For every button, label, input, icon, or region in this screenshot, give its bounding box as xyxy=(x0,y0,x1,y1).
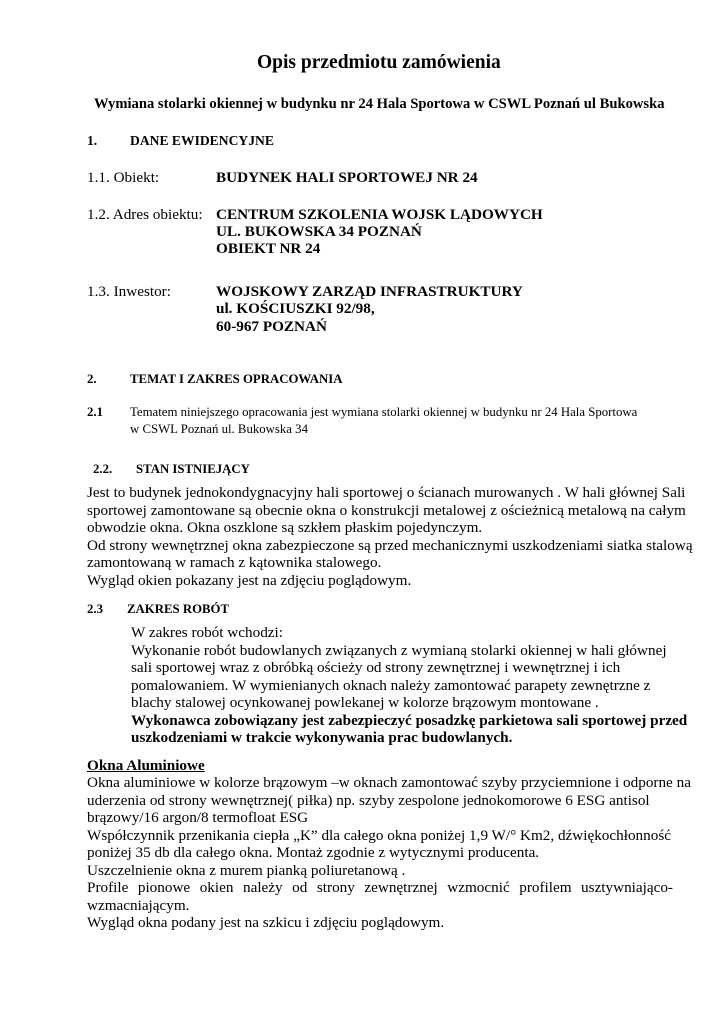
paragraph-line: uderzenia od strony wewnętrznej( piłka) np. szyby zespolone jednokomorowe 6 ESG antisol xyxy=(87,791,650,809)
paragraph-line: Uszczelnienie okna z murem pianką poliuretanową . xyxy=(87,861,406,879)
page-title: Opis przedmiotu zamówienia xyxy=(257,52,501,73)
section-2-heading: TEMAT I ZAKRES OPRACOWANIA xyxy=(130,372,343,386)
paragraph-line: Wygląd okna podany jest na szkicu i zdjęciu poglądowym. xyxy=(87,914,445,931)
paragraph-line-justified: Profile pionowe okien należy od strony zewnętrznej wzmocnić profilem usztywniająco- xyxy=(87,879,673,896)
paragraph-line: Okna aluminiowe w kolorze brązowym –w oknach zamontować szyby przyciemnione i odporne na xyxy=(87,774,691,791)
paragraph-line: Współczynnik przenikania ciepła „K” dla całego okna poniżej 1,9 W/° Km2, dźwiękochłonność xyxy=(87,826,671,844)
paragraph-line-bold: uszkodzeniami w trakcie wykonywania prac budowlanych. xyxy=(131,729,513,746)
paragraph-line: sportowej zamontowane są obecnie okna o konstrukcji metalowej z ościeżnicą metalową na całym xyxy=(87,501,686,519)
paragraph-line: pomalowaniem. W wymienianych oknach należy zamontować parapety zewnętrzne z xyxy=(131,676,651,694)
section-1-heading: DANE EWIDENCYJNE xyxy=(130,133,274,148)
paragraph-line: wzmacniającym. xyxy=(87,896,190,914)
paragraph-line: poniżej 35 db dla całego okna. Montaż zgodnie z wytycznymi producenta. xyxy=(87,844,540,861)
paragraph-line: W zakres robót wchodzi: xyxy=(131,624,283,641)
paragraph-line: brązowy/16 argon/8 termofloat ESG xyxy=(87,809,309,826)
section-1-number: 1. xyxy=(87,133,98,148)
paragraph-line: Od strony wewnętrznej okna zabezpieczone są przed mechanicznymi uszkodzeniami siatka stalową xyxy=(87,536,693,554)
paragraph-line: sali sportowej wraz z obróbką ościeży od strony zewnętrznej i wewnętrznej i ich xyxy=(131,659,621,676)
inwestor-line-1: WOJSKOWY ZARZĄD INFRASTRUKTURY xyxy=(216,283,523,300)
paragraph-line: Wykonanie robót budowlanych związanych z wymianą stolarki okiennej w hali głównej xyxy=(131,641,667,659)
paragraph-line: zamontowaną w ramach z kątownika stalowego. xyxy=(87,554,382,571)
inwestor-label: 1.3. Inwestor: xyxy=(87,283,171,300)
section-2-1-line-2: w CSWL Poznań ul. Bukowska 34 xyxy=(130,422,308,436)
adres-line-3: OBIEKT NR 24 xyxy=(216,240,321,257)
paragraph-line: Wygląd okien pokazany jest na zdjęciu poglądowym. xyxy=(87,571,412,589)
section-2-2-heading: STAN ISTNIEJĄCY xyxy=(136,462,250,476)
okna-aluminiowe-paragraph xyxy=(87,774,691,932)
zakres-robot-paragraph xyxy=(131,624,687,747)
paragraph-line-bold: Wykonawca zobowiązany jest zabezpieczyć posadzkę parkietowa sali sportowej przed xyxy=(131,711,688,729)
inwestor-line-3: 60-967 POZNAŃ xyxy=(216,318,327,335)
section-2-3-number: 2.3 xyxy=(87,602,103,616)
adres-line-2: UL. BUKOWSKA 34 POZNAŃ xyxy=(216,223,422,240)
stan-istniejacy-paragraph xyxy=(87,484,693,589)
section-2-1-line-1: Tematem niniejszego opracowania jest wymiana stolarki okiennej w budynku nr 24 Hala Sportowa xyxy=(130,405,638,419)
adres-label: 1.2. Adres obiektu: xyxy=(87,206,203,223)
okna-aluminiowe-heading: Okna Aluminiowe xyxy=(87,757,205,774)
section-2-3-heading: ZAKRES ROBÓT xyxy=(127,602,230,616)
obiekt-label: 1.1. Obiekt: xyxy=(87,169,160,186)
paragraph-line: obwodzie okna. Okna oszklone są szkłem płaskim pojedynczym. xyxy=(87,519,483,536)
section-2-1-number: 2.1 xyxy=(87,405,103,419)
page-subtitle: Wymiana stolarki okiennej w budynku nr 24 Hala Sportowa w CSWL Poznań ul Bukowska xyxy=(94,96,665,112)
paragraph-line: Jest to budynek jednokondygnacyjny hali sportowej o ścianach murowanych . W hali głównej Sali xyxy=(87,484,686,501)
inwestor-line-2: ul. KOŚCIUSZKI 92/98, xyxy=(216,300,375,317)
obiekt-value: BUDYNEK HALI SPORTOWEJ NR 24 xyxy=(216,169,478,186)
section-2-2-number: 2.2. xyxy=(93,462,113,476)
section-2-number: 2. xyxy=(87,372,97,386)
paragraph-line: blachy stalowej ocynkowanej powlekanej w kolorze brązowym montowane . xyxy=(131,694,599,711)
adres-line-1: CENTRUM SZKOLENIA WOJSK LĄDOWYCH xyxy=(216,206,543,223)
